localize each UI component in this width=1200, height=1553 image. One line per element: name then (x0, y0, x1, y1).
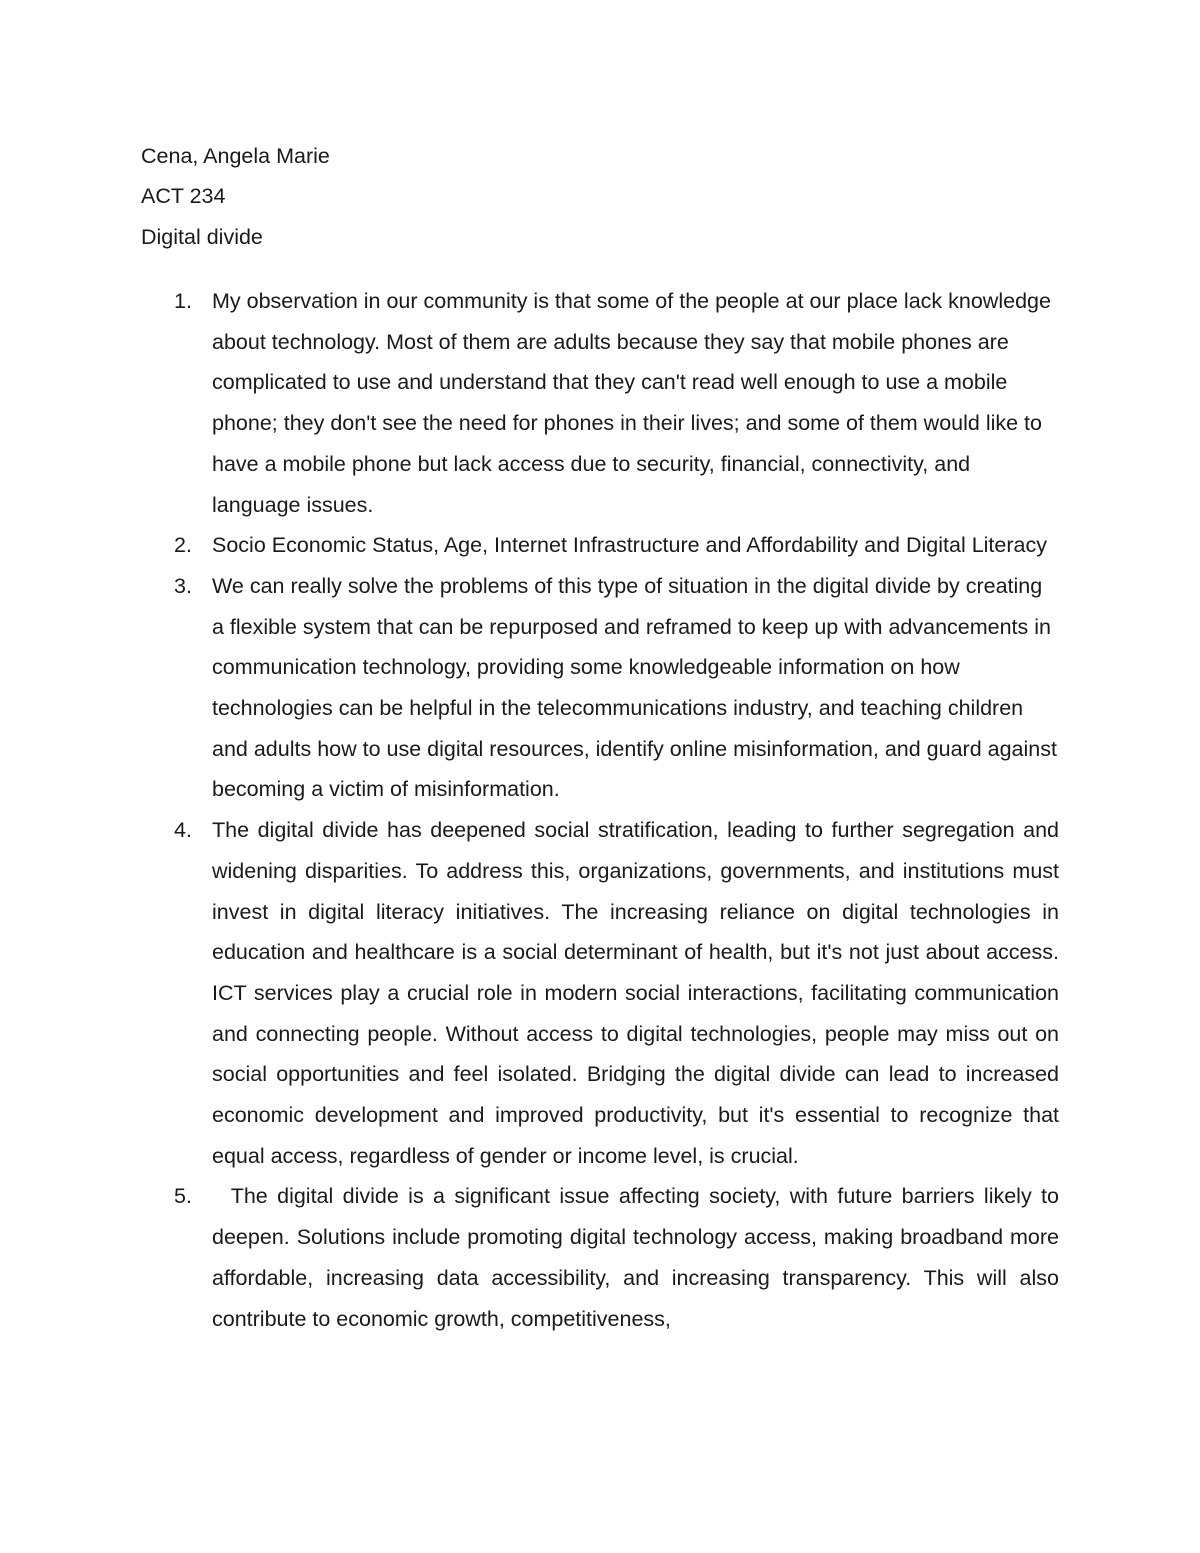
list-item (141, 1176, 1059, 1339)
item-number: 2. (174, 533, 192, 558)
student-name: Cena, Angela Marie (141, 144, 330, 168)
list-item (141, 525, 1059, 566)
item-number: 4. (174, 818, 192, 843)
list-item (141, 566, 1059, 810)
item-text: My observation in our community is that some of the people at our place lack knowledge about technology. Most of them are adults because they say that mobile phones are complicated to use and understand that they can't read well enough to use a mobile phone; they don't see the need for phones in their lives; and some of them would like to have a mobile phone but lack access due to security, financial, connectivity, and language issues. (212, 289, 1051, 517)
item-text: The digital divide is a significant issue affecting society, with future barriers likely to deepen. Solutions include promoting digital technology access, making broadband more affordable, increasing data accessibility, and increasing transparency. This will also contribute to economic growth, competitiveness, (212, 1184, 1059, 1331)
course-code: ACT 234 (141, 184, 226, 208)
list-item (141, 810, 1059, 1176)
item-text: Socio Economic Status, Age, Internet Infrastructure and Affordability and Digital Literacy (212, 533, 1047, 558)
item-text: We can really solve the problems of this type of situation in the digital divide by creating a flexible system that can be repurposed and reframed to keep up with advancements in communication technology, providing some knowledgeable information on how technologies can be helpful in the telecommunications industry, and teaching children and adults how to use digital resources, identify online misinformation, and guard against becoming a victim of misinformation. (212, 573, 1057, 802)
item-text: The digital divide has deepened social stratification, leading to further segregation and widening disparities. To address this, organizations, governments, and institutions must invest in digital literacy initiatives. The increasing reliance on digital technologies in education and healthcare is a social determinant of health, but it's not just about access. ICT services play a crucial role in modern social interactions, facilitating communication and connecting people. Without access to digital technologies, people may miss out on social opportunities and feel isolated. Bridging the digital divide can lead to increased economic development and improved productivity, but it's essential to recognize that equal access, regardless of gender or income level, is crucial. (212, 818, 1059, 1168)
item-number: 3. (174, 573, 192, 598)
item-number: 5. (174, 1184, 192, 1209)
document-topic: Digital divide (141, 225, 263, 249)
item-number: 1. (174, 289, 192, 313)
answer-list (141, 281, 1059, 1339)
list-item (141, 281, 1059, 525)
